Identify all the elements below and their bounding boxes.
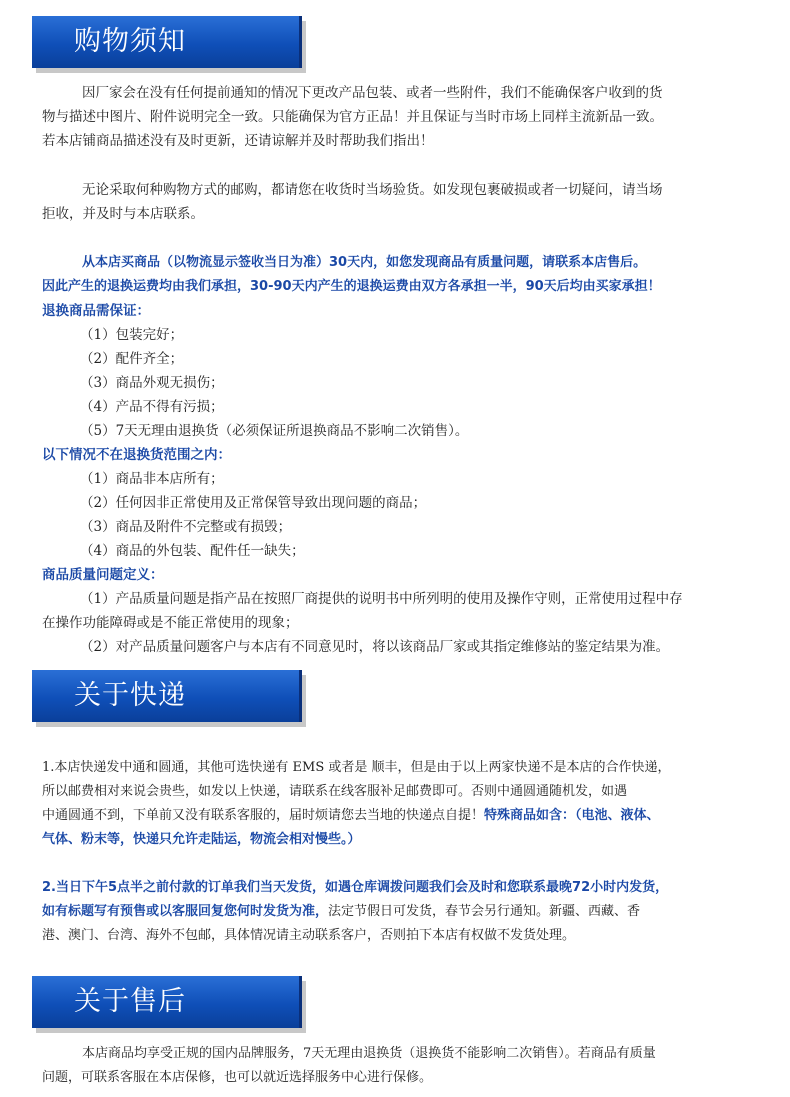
section-title: 购物须知: [74, 26, 186, 57]
quality-item2: （2）对产品质量问题客户与本店有不同意见时，将以该商品厂家或其指定维修站的鉴定结果为准。: [80, 639, 670, 655]
notice-para1-line2: 物与描述中图片、附件说明完全一致。只能确保为官方正品！并且保证与当时市场上同样主流新品一致。: [42, 109, 663, 125]
delivery-p2-line3: 港、澳门、台湾、海外不包邮，具体情况请主动联系客户，否则拍下本店有权做不发货处理。: [42, 928, 576, 943]
section-header-aftersale: [32, 976, 302, 1028]
section-title: 关于快递: [74, 680, 186, 711]
delivery-p1-line2: 所以邮费相对来说会贵些，如发以上快递，请联系在线客服补足邮费即可。否则中通圆通随机发，如遇: [42, 784, 628, 799]
delivery-p1-line3: [42, 804, 660, 828]
condition-item: （3）商品外观无损伤；: [80, 375, 224, 391]
exclusion-item: （4）商品的外包装、配件任一缺失；: [80, 543, 305, 559]
section-header-notice: [32, 16, 302, 68]
aftersale-line1: 本店商品均享受正规的国内品牌服务，7天无理由退换货（退换货不能影响二次销售）。若商品有质量: [82, 1046, 656, 1061]
delivery-p1-line4: 气体、粉末等，快递只允许走陆运，物流会相对慢些。）: [42, 832, 361, 847]
return-policy-line1: 从本店买商品（以物流显示签收当日为准）30天内，如您发现商品有质量问题，请联系本店售后。: [82, 255, 647, 270]
special-goods-note: 特殊商品如含：（电池、液体、: [484, 808, 660, 823]
exclusions-label: 以下情况不在退换货范围之内：: [42, 447, 231, 463]
presale-note: 如有标题写有预售或以客服回复您何时发货为准，: [42, 904, 329, 919]
delivery-p1-line1: 1.本店快递发中通和圆通，其他可选快递有 EMS 或者是 顺丰，但是由于以上两家快递不是本店的合作快递，: [42, 760, 671, 775]
notice-para2-line2: 拒收，并及时与本店联系。: [42, 206, 204, 222]
quality-item1-line1: （1）产品质量问题是指产品在按照厂商提供的说明书中所列明的使用及操作守则，正常使用过程中存: [80, 591, 683, 607]
condition-item: （2）配件齐全；: [80, 351, 184, 367]
exclusion-item: （2）任何因非正常使用及正常保管导致出现问题的商品；: [80, 495, 427, 511]
quality-label: 商品质量问题定义：: [42, 567, 164, 583]
condition-item: （1）包装完好；: [80, 327, 184, 343]
delivery-p2-line1: 2.当日下午5点半之前付款的订单我们当天发货，如遇仓库调拨问题我们会及时和您联系最晚72小时内发货，: [42, 880, 669, 895]
condition-item: （4）产品不得有污损；: [80, 399, 224, 415]
delivery-p2-line2: [42, 900, 640, 924]
quality-item1-line2: 在操作功能障碍或是不能正常使用的现象；: [42, 615, 299, 631]
holiday-note: 法定节假日可发货，春节会另行通知。新疆、西藏、香: [328, 904, 641, 919]
section-header-delivery: [32, 670, 302, 722]
exclusion-item: （1）商品非本店所有；: [80, 471, 224, 487]
aftersale-line2: 问题，可联系客服在本店保修，也可以就近选择服务中心进行保修。: [42, 1070, 433, 1085]
notice-para2-line1: 无论采取何种购物方式的邮购，都请您在收货时当场验货。如发现包裹破损或者一切疑问，请当场: [82, 182, 663, 198]
notice-para1-line3: 若本店铺商品描述没有及时更新，还请谅解并及时帮助我们指出！: [42, 133, 434, 149]
condition-item: （5）7天无理由退换货（必须保证所退换商品不影响二次销售）。: [80, 423, 469, 439]
exclusion-item: （3）商品及附件不完整或有损毁；: [80, 519, 292, 535]
conditions-label: 退换商品需保证：: [42, 303, 150, 319]
return-policy-line2: 因此产生的退换运费均由我们承担，30-90天内产生的退换运费由双方各承担一半，90天后均由买家承担！: [42, 279, 661, 294]
delivery-p1-line3-text: 中通圆通不到，下单前又没有联系客服的，届时烦请您去当地的快递点自提！: [42, 808, 485, 823]
section-title: 关于售后: [74, 986, 186, 1017]
notice-para1-line1: 因厂家会在没有任何提前通知的情况下更改产品包装、或者一些附件，我们不能确保客户收到的货: [82, 85, 663, 101]
